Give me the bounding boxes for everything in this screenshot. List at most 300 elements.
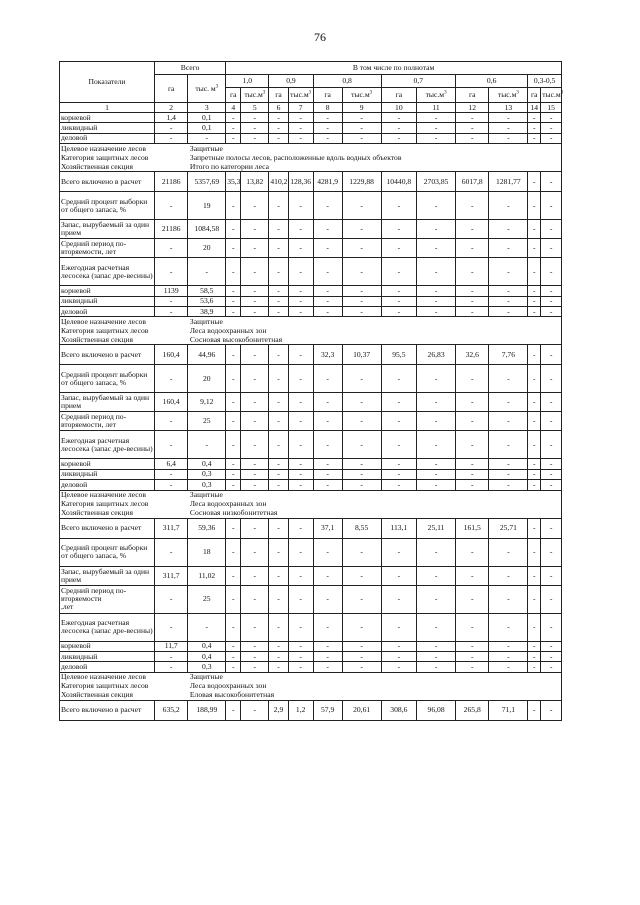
- cell-value: -: [417, 412, 456, 431]
- header-unit-ha: га: [456, 88, 489, 103]
- cell-value: -: [241, 518, 269, 538]
- cell-value: -: [417, 393, 456, 412]
- cell-value: -: [528, 113, 541, 123]
- section-value: Запретные полосы лесов, расположенные вдоль водных объектов: [188, 153, 562, 162]
- stock-row: [60, 393, 562, 412]
- cell-value: -: [313, 469, 342, 479]
- cell-value: -: [456, 412, 489, 431]
- cell-value: -: [489, 239, 528, 258]
- cell-value: -: [154, 239, 187, 258]
- cell-value: -: [269, 286, 288, 296]
- cell-value: -: [541, 700, 562, 720]
- total-row: [60, 518, 562, 538]
- cell-value: 20: [188, 239, 226, 258]
- cell-value: -: [342, 365, 381, 393]
- header-density-3: 0,8: [313, 75, 381, 88]
- cell-value: -: [313, 306, 342, 316]
- avg-percent-row: [60, 192, 562, 220]
- cell-value: -: [489, 469, 528, 479]
- cell-value: -: [313, 459, 342, 469]
- cell-value: -: [226, 538, 241, 566]
- section-name: [60, 335, 562, 345]
- cell-value: -: [241, 538, 269, 566]
- cell-value: -: [342, 296, 381, 306]
- row-label: Средний процент выборки от общего запаса, %: [60, 538, 155, 566]
- cell-value: 25,71: [489, 518, 528, 538]
- column-number: 5: [241, 103, 269, 113]
- cell-value: -: [489, 296, 528, 306]
- cell-value: -: [188, 133, 226, 143]
- cell-value: 160,4: [154, 393, 187, 412]
- cell-value: -: [489, 258, 528, 286]
- total-row: [60, 700, 562, 720]
- cell-value: -: [313, 133, 342, 143]
- cell-value: 128,36: [288, 172, 313, 192]
- cell-value: -: [154, 123, 187, 133]
- cell-value: -: [241, 123, 269, 133]
- row-label: корневой: [60, 286, 155, 296]
- section-value: Сосновая низкобонитетная: [188, 509, 562, 519]
- cell-value: -: [288, 662, 313, 672]
- cell-value: -: [226, 518, 241, 538]
- section-purpose: [60, 317, 562, 327]
- cell-value: -: [541, 613, 562, 641]
- cell-value: -: [288, 393, 313, 412]
- section-label: Категория защитных лесов: [60, 682, 188, 691]
- cell-value: -: [269, 123, 288, 133]
- cell-value: 5357,69: [188, 172, 226, 192]
- cell-value: -: [288, 585, 313, 613]
- cell-value: -: [528, 412, 541, 431]
- cell-value: 160,4: [154, 345, 187, 365]
- cell-value: 96,08: [417, 700, 456, 720]
- cell-value: -: [528, 393, 541, 412]
- cell-value: -: [241, 469, 269, 479]
- cell-value: -: [528, 651, 541, 661]
- cell-value: -: [241, 662, 269, 672]
- cell-value: 308,6: [381, 700, 417, 720]
- cell-value: -: [528, 345, 541, 365]
- section-value: Итого по категории леса: [188, 162, 562, 172]
- cell-value: -: [226, 566, 241, 585]
- cell-value: -: [313, 286, 342, 296]
- cell-value: -: [241, 192, 269, 220]
- column-number: 12: [456, 103, 489, 113]
- header-indicator: Показатели: [60, 62, 155, 103]
- section-label: Целевое назначение лесов: [60, 490, 188, 500]
- cell-value: -: [541, 286, 562, 296]
- cell-value: -: [417, 239, 456, 258]
- row-label: Средний процент выборки от общего запаса, %: [60, 365, 155, 393]
- cell-value: -: [489, 613, 528, 641]
- row-label: ликвидный: [60, 651, 155, 661]
- cell-value: 9,12: [188, 393, 226, 412]
- cell-value: -: [288, 480, 313, 490]
- section-label: Хозяйственная секция: [60, 335, 188, 345]
- cell-value: -: [417, 459, 456, 469]
- column-number: 1: [60, 103, 155, 113]
- cell-value: -: [154, 662, 187, 672]
- cell-value: -: [342, 133, 381, 143]
- cell-value: -: [541, 651, 562, 661]
- cell-value: -: [154, 412, 187, 431]
- cell-value: -: [541, 123, 562, 133]
- cell-value: -: [241, 700, 269, 720]
- cell-value: -: [417, 258, 456, 286]
- cell-value: 58,5: [188, 286, 226, 296]
- cell-value: -: [381, 113, 417, 123]
- header-unit-m3: $тыс.м^3$: [541, 88, 562, 103]
- cell-value: -: [381, 431, 417, 459]
- cell-value: -: [269, 393, 288, 412]
- cell-value: -: [288, 113, 313, 123]
- header-unit-m3: $тыс.м^3$: [417, 88, 456, 103]
- cell-value: 20,61: [342, 700, 381, 720]
- column-number: 3: [188, 103, 226, 113]
- cell-value: -: [226, 220, 241, 239]
- cell-value: 13,82: [241, 172, 269, 192]
- liquid-row: [60, 651, 562, 661]
- section-label: Категория защитных лесов: [60, 500, 188, 509]
- row-label: ликвидный: [60, 123, 155, 133]
- cell-value: 53,6: [188, 296, 226, 306]
- cell-value: 2,9: [269, 700, 288, 720]
- cell-value: -: [417, 123, 456, 133]
- cell-value: -: [417, 365, 456, 393]
- cell-value: 25: [188, 585, 226, 613]
- cell-value: 4281,9: [313, 172, 342, 192]
- cell-value: -: [489, 192, 528, 220]
- cell-value: -: [241, 133, 269, 143]
- cell-value: -: [456, 296, 489, 306]
- column-number: 6: [269, 103, 288, 113]
- cell-value: 0,4: [188, 651, 226, 661]
- annual-cut-row: [60, 258, 562, 286]
- row-label: Запас, вырубаемый за один прием: [60, 566, 155, 585]
- cell-value: -: [342, 393, 381, 412]
- section-label: Целевое назначение лесов: [60, 144, 188, 154]
- cell-value: -: [226, 480, 241, 490]
- cell-value: -: [381, 480, 417, 490]
- cell-value: -: [528, 286, 541, 296]
- cell-value: -: [528, 258, 541, 286]
- cell-value: -: [288, 613, 313, 641]
- cell-value: 1,4: [154, 113, 187, 123]
- cell-value: -: [226, 345, 241, 365]
- cell-value: -: [269, 365, 288, 393]
- cell-value: -: [288, 258, 313, 286]
- cell-value: -: [528, 306, 541, 316]
- cell-value: -: [269, 613, 288, 641]
- cell-value: 19: [188, 192, 226, 220]
- cell-value: -: [226, 412, 241, 431]
- period-row: [60, 239, 562, 258]
- cell-value: -: [288, 133, 313, 143]
- cell-value: 635,2: [154, 700, 187, 720]
- cell-value: 311,7: [154, 566, 187, 585]
- cell-value: -: [528, 641, 541, 651]
- cell-value: 26,83: [417, 345, 456, 365]
- section-label: Целевое назначение лесов: [60, 317, 188, 327]
- cell-value: -: [241, 412, 269, 431]
- row-label: Средний период по-вторяемости, лет: [60, 239, 155, 258]
- cell-value: -: [489, 365, 528, 393]
- cell-value: -: [528, 585, 541, 613]
- cell-value: -: [417, 613, 456, 641]
- cell-value: 37,1: [313, 518, 342, 538]
- cell-value: -: [456, 192, 489, 220]
- cell-value: -: [226, 431, 241, 459]
- stock-row: [60, 220, 562, 239]
- cell-value: -: [226, 123, 241, 133]
- cell-value: -: [226, 239, 241, 258]
- cell-value: -: [489, 662, 528, 672]
- section-value: Защитные: [188, 490, 562, 500]
- section-name: [60, 162, 562, 172]
- cell-value: 2703,85: [417, 172, 456, 192]
- cell-value: -: [269, 641, 288, 651]
- period-row: [60, 585, 562, 613]
- cell-value: -: [342, 459, 381, 469]
- cell-value: -: [417, 469, 456, 479]
- cell-value: -: [154, 613, 187, 641]
- cell-value: -: [456, 220, 489, 239]
- cell-value: -: [489, 641, 528, 651]
- cell-value: -: [226, 133, 241, 143]
- cell-value: -: [456, 641, 489, 651]
- cell-value: -: [269, 192, 288, 220]
- annual-cut-row: [60, 431, 562, 459]
- cell-value: -: [489, 459, 528, 469]
- cell-value: -: [381, 220, 417, 239]
- section-value: Защитные: [188, 672, 562, 682]
- cell-value: -: [313, 566, 342, 585]
- section-name: [60, 509, 562, 519]
- cell-value: -: [417, 133, 456, 143]
- cell-value: -: [269, 566, 288, 585]
- cell-value: -: [456, 286, 489, 296]
- cell-value: -: [226, 700, 241, 720]
- header-unit-m3: $тыс.м^3$: [489, 88, 528, 103]
- cell-value: -: [528, 431, 541, 459]
- cell-value: 21186: [154, 172, 187, 192]
- cell-value: -: [241, 306, 269, 316]
- cell-value: -: [241, 365, 269, 393]
- cell-value: -: [456, 613, 489, 641]
- cell-value: -: [342, 113, 381, 123]
- cell-value: -: [456, 123, 489, 133]
- cell-value: -: [456, 393, 489, 412]
- cell-value: -: [489, 113, 528, 123]
- cell-value: 6017,8: [456, 172, 489, 192]
- cell-value: -: [456, 585, 489, 613]
- cell-value: -: [456, 306, 489, 316]
- cell-value: -: [313, 431, 342, 459]
- cell-value: -: [381, 651, 417, 661]
- cell-value: -: [381, 133, 417, 143]
- cell-value: 57,9: [313, 700, 342, 720]
- cell-value: -: [241, 345, 269, 365]
- cell-value: -: [342, 538, 381, 566]
- cell-value: -: [154, 538, 187, 566]
- section-category: [60, 153, 562, 162]
- header-unit-ha: га: [226, 88, 241, 103]
- cell-value: -: [541, 469, 562, 479]
- cell-value: -: [541, 239, 562, 258]
- cell-value: -: [269, 459, 288, 469]
- cell-value: -: [241, 296, 269, 306]
- cell-value: -: [269, 239, 288, 258]
- cell-value: -: [288, 518, 313, 538]
- cell-value: -: [489, 393, 528, 412]
- cell-value: -: [269, 306, 288, 316]
- row-label: Ежегодная расчетная лесосека (запас дре-весины): [60, 431, 155, 459]
- cell-value: -: [154, 585, 187, 613]
- cell-value: -: [154, 480, 187, 490]
- cell-value: -: [541, 480, 562, 490]
- cell-value: -: [288, 220, 313, 239]
- cell-value: -: [241, 239, 269, 258]
- root-row: [60, 641, 562, 651]
- row-label: деловой: [60, 480, 155, 490]
- cell-value: 7,76: [489, 345, 528, 365]
- section-value: Защитные: [188, 317, 562, 327]
- cell-value: -: [456, 365, 489, 393]
- cell-value: -: [226, 459, 241, 469]
- commercial-row: [60, 306, 562, 316]
- section-value: Сосновая высокобонитетная: [188, 335, 562, 345]
- cell-value: -: [381, 306, 417, 316]
- cell-value: -: [456, 469, 489, 479]
- column-number: 11: [417, 103, 456, 113]
- section-value: Защитные: [188, 144, 562, 154]
- cell-value: -: [288, 538, 313, 566]
- cell-value: -: [241, 286, 269, 296]
- cell-value: -: [313, 365, 342, 393]
- cell-value: -: [342, 220, 381, 239]
- cell-value: -: [541, 133, 562, 143]
- cell-value: 161,5: [456, 518, 489, 538]
- cell-value: -: [381, 393, 417, 412]
- cell-value: -: [489, 286, 528, 296]
- cell-value: 8,55: [342, 518, 381, 538]
- cell-value: -: [456, 480, 489, 490]
- cell-value: -: [417, 651, 456, 661]
- cell-value: -: [528, 296, 541, 306]
- cell-value: 188,99: [188, 700, 226, 720]
- cell-value: 20: [188, 365, 226, 393]
- column-number: 13: [489, 103, 528, 113]
- section-category: [60, 682, 562, 691]
- cell-value: -: [288, 412, 313, 431]
- cell-value: -: [456, 662, 489, 672]
- header-by-density: В том числе по полнотам: [226, 62, 562, 75]
- cell-value: -: [269, 113, 288, 123]
- section-value: Леса водоохранных зон: [188, 500, 562, 509]
- cell-value: 1281,77: [489, 172, 528, 192]
- cell-value: -: [288, 431, 313, 459]
- column-number: 2: [154, 103, 187, 113]
- cell-value: -: [417, 113, 456, 123]
- cell-value: -: [541, 412, 562, 431]
- cell-value: -: [226, 613, 241, 641]
- cell-value: 410,2: [269, 172, 288, 192]
- cell-value: -: [226, 469, 241, 479]
- cell-value: 71,1: [489, 700, 528, 720]
- cell-value: -: [269, 296, 288, 306]
- section-label: Хозяйственная секция: [60, 162, 188, 172]
- cell-value: -: [342, 480, 381, 490]
- cell-value: -: [541, 345, 562, 365]
- row-label: Ежегодная расчетная лесосека (запас дре-весины): [60, 258, 155, 286]
- cell-value: 1,2: [288, 700, 313, 720]
- cell-value: -: [241, 113, 269, 123]
- cell-value: 25,11: [417, 518, 456, 538]
- cell-value: -: [528, 566, 541, 585]
- cell-value: -: [226, 113, 241, 123]
- section-label: Хозяйственная секция: [60, 691, 188, 701]
- header-unit-ha: га: [313, 88, 342, 103]
- header-density-4: 0,7: [381, 75, 455, 88]
- cell-value: -: [541, 641, 562, 651]
- cell-value: 0,1: [188, 123, 226, 133]
- cell-value: -: [528, 365, 541, 393]
- cell-value: -: [489, 480, 528, 490]
- cell-value: -: [381, 296, 417, 306]
- cell-value: -: [528, 239, 541, 258]
- cell-value: -: [188, 613, 226, 641]
- cell-value: -: [417, 538, 456, 566]
- header-unit-ha: га: [269, 88, 288, 103]
- header-row-1: [60, 62, 562, 75]
- cell-value: -: [528, 518, 541, 538]
- cell-value: -: [342, 412, 381, 431]
- cell-value: -: [489, 566, 528, 585]
- cell-value: -: [226, 306, 241, 316]
- stock-row: [60, 566, 562, 585]
- cell-value: -: [541, 113, 562, 123]
- cell-value: -: [313, 651, 342, 661]
- row-label: Всего включено в расчет: [60, 172, 155, 192]
- header-unit-m3: $тыс.м^3$: [241, 88, 269, 103]
- cell-value: 0,4: [188, 641, 226, 651]
- cell-value: -: [313, 123, 342, 133]
- cell-value: -: [342, 258, 381, 286]
- cell-value: -: [528, 133, 541, 143]
- cell-value: -: [456, 538, 489, 566]
- root-row: [60, 286, 562, 296]
- period-row: [60, 412, 562, 431]
- cell-value: -: [313, 239, 342, 258]
- cell-value: -: [269, 518, 288, 538]
- cell-value: -: [313, 393, 342, 412]
- cell-value: -: [269, 220, 288, 239]
- liquid-row: [60, 469, 562, 479]
- cell-value: -: [541, 431, 562, 459]
- header-unit-ha: га: [528, 88, 541, 103]
- cell-value: 32,6: [456, 345, 489, 365]
- section-label: Категория защитных лесов: [60, 153, 188, 162]
- cell-value: -: [342, 469, 381, 479]
- cell-value: -: [241, 651, 269, 661]
- column-number: 4: [226, 103, 241, 113]
- cell-value: 1229,88: [342, 172, 381, 192]
- cell-value: -: [456, 459, 489, 469]
- cell-value: 35,3: [226, 172, 241, 192]
- cell-value: -: [288, 365, 313, 393]
- cell-value: -: [541, 296, 562, 306]
- cell-value: -: [241, 258, 269, 286]
